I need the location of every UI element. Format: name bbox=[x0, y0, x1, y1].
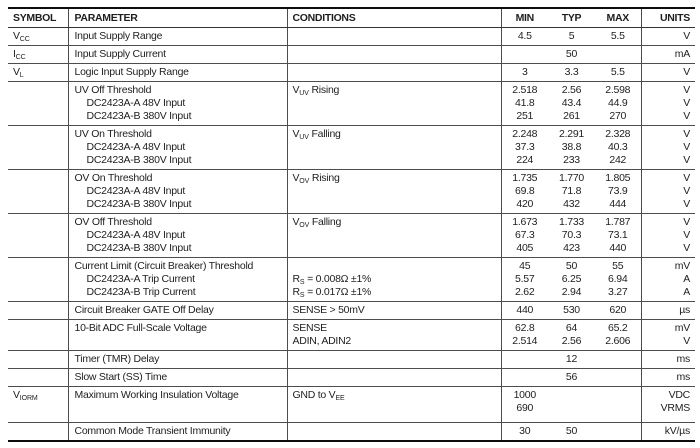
typ-value: 2.291 bbox=[558, 128, 585, 140]
symbol-cell bbox=[8, 214, 68, 258]
min-value: 690 bbox=[516, 402, 534, 414]
parameter-line: DC2423A-A 48V Input bbox=[86, 141, 186, 153]
max-value: 2.328 bbox=[605, 128, 631, 140]
condition-line: GND to $V_{EE}$ bbox=[292, 389, 345, 402]
col-header-typ: TYP bbox=[548, 9, 595, 28]
typ-value: 261 bbox=[563, 110, 580, 122]
typ-value: 2.94 bbox=[561, 286, 582, 298]
parameter-cell bbox=[68, 320, 287, 351]
typ-cell bbox=[548, 423, 595, 441]
table-row bbox=[8, 82, 695, 126]
max-cell bbox=[595, 302, 641, 320]
table-row bbox=[8, 302, 695, 320]
typ-cell bbox=[548, 387, 595, 423]
min-cell bbox=[501, 423, 548, 441]
unit-value: V bbox=[683, 66, 690, 78]
unit-value: V bbox=[683, 335, 690, 347]
symbol-cell bbox=[8, 82, 68, 126]
parameter-line: DC2423A-B 380V Input bbox=[86, 110, 192, 122]
typ-cell bbox=[548, 28, 595, 46]
parameter-line: 10-Bit ADC Full-Scale Voltage bbox=[74, 322, 207, 334]
header-row bbox=[8, 9, 695, 28]
typ-value: 423 bbox=[563, 242, 580, 254]
conditions-cell bbox=[287, 387, 501, 423]
symbol-cell bbox=[8, 126, 68, 170]
max-cell bbox=[595, 387, 641, 423]
unit-value: mV bbox=[674, 260, 690, 272]
conditions-cell bbox=[287, 126, 501, 170]
min-value: 62.8 bbox=[515, 322, 535, 334]
condition-line: $V_{OV}$ Rising bbox=[292, 172, 340, 185]
typ-cell bbox=[548, 214, 595, 258]
parameter-line: Circuit Breaker GATE Off Delay bbox=[74, 304, 214, 316]
min-cell bbox=[501, 64, 548, 82]
parameter-line: DC2423A-B 380V Input bbox=[86, 154, 192, 166]
unit-value: V bbox=[683, 198, 690, 210]
col-header-parameter: PARAMETER bbox=[68, 9, 287, 28]
col-header-conditions: CONDITIONS bbox=[287, 9, 501, 28]
unit-value: kV/µs bbox=[664, 425, 690, 437]
parameter-cell bbox=[68, 369, 287, 387]
unit-value: V bbox=[683, 128, 690, 140]
conditions-cell bbox=[287, 64, 501, 82]
typ-value: 2.56 bbox=[561, 335, 582, 347]
typ-value: 70.3 bbox=[561, 229, 582, 241]
min-cell bbox=[501, 28, 548, 46]
min-value: 67.3 bbox=[515, 229, 535, 241]
table-row bbox=[8, 28, 695, 46]
table-row bbox=[8, 170, 695, 214]
symbol-cell bbox=[8, 170, 68, 214]
parameter-line: DC2423A-B Trip Current bbox=[86, 286, 196, 298]
unit-value: VRMS bbox=[660, 402, 690, 414]
min-value: 3 bbox=[521, 66, 528, 78]
parameter-line: DC2423A-B 380V Input bbox=[86, 242, 192, 254]
max-cell bbox=[595, 28, 641, 46]
max-cell bbox=[595, 82, 641, 126]
condition-line: $R_S = 0.017\Omega \pm 1\%$ bbox=[292, 286, 372, 299]
typ-value: 56 bbox=[565, 371, 578, 383]
max-cell bbox=[595, 46, 641, 64]
max-value: 1.805 bbox=[605, 172, 631, 184]
units-cell bbox=[641, 82, 695, 126]
conditions-cell bbox=[287, 214, 501, 258]
parameter-line: OV On Threshold bbox=[74, 172, 153, 184]
parameter-line: Input Supply Range bbox=[74, 30, 163, 42]
conditions-cell bbox=[287, 320, 501, 351]
unit-value: V bbox=[683, 172, 690, 184]
max-value: 3.27 bbox=[608, 286, 628, 298]
typ-value: 71.8 bbox=[561, 185, 582, 197]
max-value: 44.9 bbox=[608, 97, 628, 109]
typ-cell bbox=[548, 126, 595, 170]
conditions-cell bbox=[287, 302, 501, 320]
condition-line: $V_{UV}$ Rising bbox=[292, 84, 340, 97]
unit-value: A bbox=[683, 286, 690, 298]
condition-line: $R_S = 0.008\Omega \pm 1\%$ bbox=[292, 273, 372, 286]
units-cell bbox=[641, 369, 695, 387]
typ-cell bbox=[548, 351, 595, 369]
col-header-min: MIN bbox=[501, 9, 548, 28]
parameter-cell bbox=[68, 82, 287, 126]
max-cell bbox=[595, 351, 641, 369]
units-cell bbox=[641, 320, 695, 351]
unit-value: ms bbox=[676, 353, 690, 365]
typ-cell bbox=[548, 82, 595, 126]
symbol-cell bbox=[8, 387, 68, 423]
units-cell bbox=[641, 387, 695, 423]
units-cell bbox=[641, 64, 695, 82]
unit-value: ms bbox=[676, 371, 690, 383]
condition-line: SENSE bbox=[292, 322, 327, 334]
typ-value: 12 bbox=[565, 353, 578, 365]
max-value: 242 bbox=[609, 154, 627, 166]
max-value: 444 bbox=[609, 198, 627, 210]
max-value: 73.9 bbox=[608, 185, 628, 197]
min-value: 37.3 bbox=[515, 141, 535, 153]
symbol-cell bbox=[8, 369, 68, 387]
symbol-text: $I_{CC}$ bbox=[13, 48, 26, 61]
conditions-cell bbox=[287, 82, 501, 126]
min-value: 30 bbox=[519, 425, 531, 437]
parameter-line: Input Supply Current bbox=[74, 48, 166, 60]
conditions-cell bbox=[287, 351, 501, 369]
max-cell bbox=[595, 214, 641, 258]
conditions-cell bbox=[287, 423, 501, 441]
col-header-units: UNITS bbox=[641, 9, 695, 28]
max-value: 440 bbox=[609, 242, 627, 254]
table-row bbox=[8, 320, 695, 351]
max-value: 5.5 bbox=[610, 30, 625, 42]
typ-value: 43.4 bbox=[561, 97, 582, 109]
units-cell bbox=[641, 214, 695, 258]
unit-value: V bbox=[683, 110, 690, 122]
typ-value: 50 bbox=[565, 260, 578, 272]
typ-value: 38.8 bbox=[561, 141, 582, 153]
units-cell bbox=[641, 46, 695, 64]
typ-value: 5 bbox=[568, 30, 575, 42]
min-cell bbox=[501, 46, 548, 64]
min-cell bbox=[501, 351, 548, 369]
min-value: 1.673 bbox=[512, 216, 538, 228]
parameter-line: Common Mode Transient Immunity bbox=[74, 425, 231, 437]
min-cell bbox=[501, 170, 548, 214]
typ-value: 64 bbox=[565, 322, 578, 334]
min-value: 69.8 bbox=[515, 185, 535, 197]
symbol-cell bbox=[8, 28, 68, 46]
max-value: 6.94 bbox=[608, 273, 628, 285]
parameter-cell bbox=[68, 170, 287, 214]
table-row bbox=[8, 423, 695, 441]
parameter-line: UV On Threshold bbox=[74, 128, 152, 140]
unit-value: mV bbox=[674, 322, 690, 334]
parameter-line: UV Off Threshold bbox=[74, 84, 152, 96]
conditions-cell bbox=[287, 170, 501, 214]
typ-value: 1.770 bbox=[558, 172, 585, 184]
unit-value: A bbox=[683, 273, 690, 285]
parameter-cell bbox=[68, 214, 287, 258]
min-cell bbox=[501, 214, 548, 258]
parameter-cell bbox=[68, 126, 287, 170]
parameter-cell bbox=[68, 258, 287, 302]
parameter-cell bbox=[68, 387, 287, 423]
max-cell bbox=[595, 320, 641, 351]
table-row bbox=[8, 258, 695, 302]
parameter-line: DC2423A-A 48V Input bbox=[86, 185, 186, 197]
conditions-cell bbox=[287, 28, 501, 46]
max-value: 270 bbox=[609, 110, 627, 122]
col-header-symbol: SYMBOL bbox=[8, 9, 68, 28]
units-cell bbox=[641, 28, 695, 46]
parameter-cell bbox=[68, 423, 287, 441]
symbol-cell bbox=[8, 302, 68, 320]
unit-value: V bbox=[683, 185, 690, 197]
typ-cell bbox=[548, 369, 595, 387]
typ-value: 432 bbox=[563, 198, 580, 210]
unit-value: µs bbox=[679, 304, 690, 316]
condition-line: $V_{UV}$ Falling bbox=[292, 128, 341, 141]
units-cell bbox=[641, 302, 695, 320]
condition-line: $V_{OV}$ Falling bbox=[292, 216, 342, 229]
min-value: 405 bbox=[516, 242, 534, 254]
max-cell bbox=[595, 170, 641, 214]
col-header-max: MAX bbox=[595, 9, 641, 28]
min-cell bbox=[501, 126, 548, 170]
max-value: 40.3 bbox=[608, 141, 628, 153]
min-value: 2.518 bbox=[512, 84, 538, 96]
table-row bbox=[8, 387, 695, 423]
electrical-characteristics-table bbox=[8, 7, 695, 442]
min-cell bbox=[501, 320, 548, 351]
symbol-text: $V_{IORM}$ bbox=[13, 389, 38, 402]
max-value: 5.5 bbox=[610, 66, 625, 78]
max-value: 2.606 bbox=[605, 335, 631, 347]
table-row bbox=[8, 214, 695, 258]
conditions-cell bbox=[287, 369, 501, 387]
unit-value: V bbox=[683, 242, 690, 254]
parameter-line: Logic Input Supply Range bbox=[74, 66, 189, 78]
min-value: 5.57 bbox=[515, 273, 535, 285]
parameter-line: DC2423A-A Trip Current bbox=[86, 273, 195, 285]
typ-cell bbox=[548, 170, 595, 214]
parameter-line: DC2423A-B 380V Input bbox=[86, 198, 192, 210]
typ-value: 3.3 bbox=[564, 66, 579, 78]
conditions-cell bbox=[287, 258, 501, 302]
symbol-text: $V_{CC}$ bbox=[13, 30, 30, 43]
unit-value: V bbox=[683, 154, 690, 166]
parameter-cell bbox=[68, 64, 287, 82]
conditions-cell bbox=[287, 46, 501, 64]
symbol-text: $V_L$ bbox=[13, 66, 24, 79]
unit-value: VDC bbox=[668, 389, 690, 401]
typ-value: 50 bbox=[565, 48, 578, 60]
unit-value: V bbox=[683, 97, 690, 109]
symbol-cell bbox=[8, 46, 68, 64]
table-row bbox=[8, 64, 695, 82]
min-value: 1000 bbox=[513, 389, 536, 401]
units-cell bbox=[641, 126, 695, 170]
parameter-cell bbox=[68, 46, 287, 64]
min-cell bbox=[501, 258, 548, 302]
max-cell bbox=[595, 423, 641, 441]
typ-value: 233 bbox=[563, 154, 580, 166]
symbol-cell bbox=[8, 258, 68, 302]
parameter-line: Timer (TMR) Delay bbox=[74, 353, 160, 365]
min-value: 224 bbox=[516, 154, 534, 166]
typ-cell bbox=[548, 258, 595, 302]
condition-line: ADIN, ADIN2 bbox=[292, 335, 352, 347]
symbol-cell bbox=[8, 423, 68, 441]
condition-line: SENSE > 50mV bbox=[292, 304, 365, 316]
parameter-line: Maximum Working Insulation Voltage bbox=[74, 389, 239, 401]
max-value: 55 bbox=[612, 260, 624, 272]
unit-value: V bbox=[683, 216, 690, 228]
parameter-line: Current Limit (Circuit Breaker) Threshold bbox=[74, 260, 254, 272]
typ-value: 50 bbox=[565, 425, 578, 437]
min-value: 45 bbox=[519, 260, 531, 272]
min-value: 41.8 bbox=[515, 97, 535, 109]
typ-cell bbox=[548, 64, 595, 82]
parameter-line: Slow Start (SS) Time bbox=[74, 371, 167, 383]
unit-value: V bbox=[683, 84, 690, 96]
unit-value: V bbox=[683, 229, 690, 241]
parameter-line: DC2423A-A 48V Input bbox=[86, 229, 186, 241]
symbol-cell bbox=[8, 64, 68, 82]
typ-cell bbox=[548, 320, 595, 351]
min-value: 2.62 bbox=[515, 286, 535, 298]
unit-value: mA bbox=[674, 48, 690, 60]
min-value: 440 bbox=[516, 304, 534, 316]
table-row bbox=[8, 351, 695, 369]
min-value: 420 bbox=[516, 198, 534, 210]
symbol-cell bbox=[8, 320, 68, 351]
max-value: 73.1 bbox=[608, 229, 628, 241]
units-cell bbox=[641, 351, 695, 369]
max-cell bbox=[595, 126, 641, 170]
unit-value: V bbox=[683, 30, 690, 42]
max-cell bbox=[595, 258, 641, 302]
typ-value: 6.25 bbox=[561, 273, 582, 285]
typ-cell bbox=[548, 302, 595, 320]
min-cell bbox=[501, 82, 548, 126]
spec-table bbox=[8, 9, 695, 440]
units-cell bbox=[641, 423, 695, 441]
table-row bbox=[8, 46, 695, 64]
parameter-line: DC2423A-A 48V Input bbox=[86, 97, 186, 109]
min-cell bbox=[501, 387, 548, 423]
typ-cell bbox=[548, 46, 595, 64]
min-value: 2.514 bbox=[512, 335, 538, 347]
condition-line bbox=[293, 260, 499, 273]
min-cell bbox=[501, 302, 548, 320]
units-cell bbox=[641, 170, 695, 214]
unit-value: V bbox=[683, 141, 690, 153]
max-value: 2.598 bbox=[605, 84, 631, 96]
table-row bbox=[8, 369, 695, 387]
min-value: 251 bbox=[516, 110, 534, 122]
units-cell bbox=[641, 258, 695, 302]
table-row bbox=[8, 126, 695, 170]
parameter-cell bbox=[68, 302, 287, 320]
parameter-cell bbox=[68, 28, 287, 46]
max-value: 620 bbox=[609, 304, 627, 316]
min-value: 4.5 bbox=[517, 30, 532, 42]
typ-value: 1.733 bbox=[558, 216, 585, 228]
max-cell bbox=[595, 64, 641, 82]
min-value: 2.248 bbox=[512, 128, 538, 140]
min-cell bbox=[501, 369, 548, 387]
symbol-cell bbox=[8, 351, 68, 369]
max-value: 65.2 bbox=[608, 322, 628, 334]
parameter-line: OV Off Threshold bbox=[74, 216, 152, 228]
max-value: 1.787 bbox=[605, 216, 631, 228]
typ-value: 530 bbox=[563, 304, 580, 316]
typ-value: 2.56 bbox=[561, 84, 582, 96]
parameter-cell bbox=[68, 351, 287, 369]
spec-table-body bbox=[8, 28, 695, 441]
min-value: 1.735 bbox=[512, 172, 538, 184]
max-cell bbox=[595, 369, 641, 387]
